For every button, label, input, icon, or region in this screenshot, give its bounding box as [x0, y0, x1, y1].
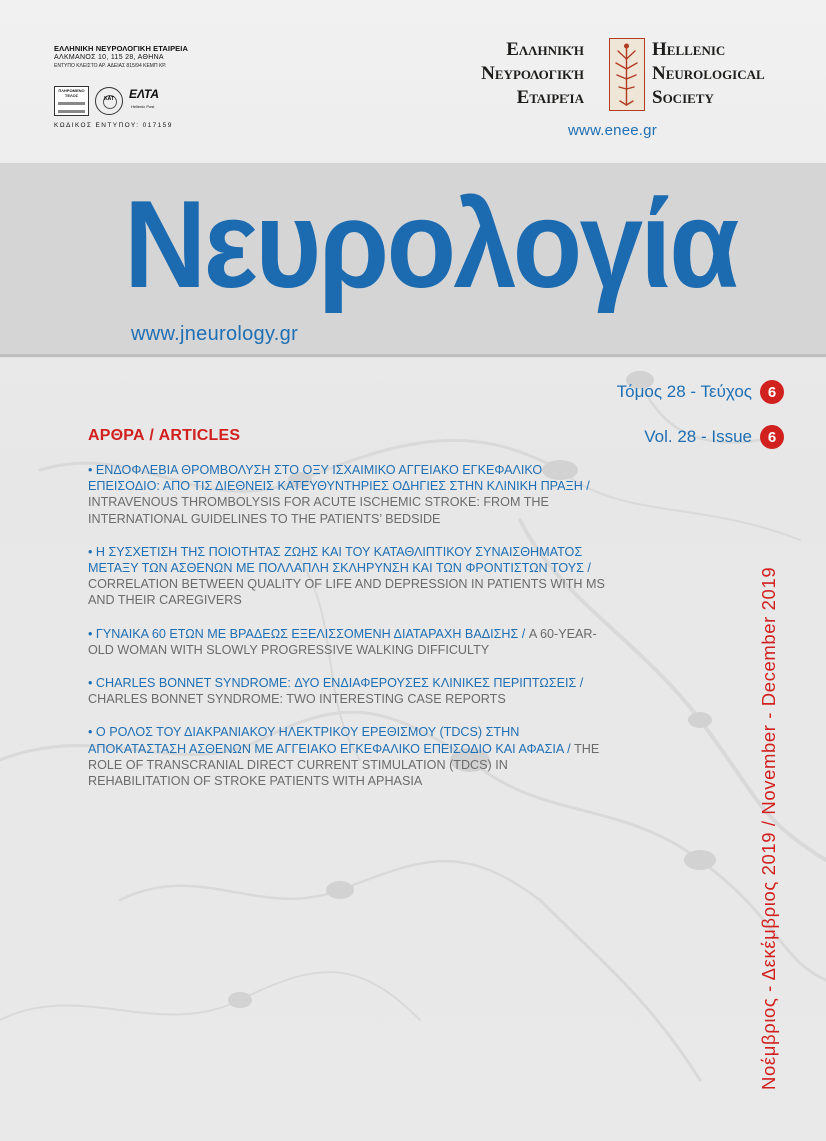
article-title-english: CHARLES BONNET SYNDROME: TWO INTERESTING CASE REPORTS	[88, 692, 506, 707]
postage-stamps	[54, 84, 244, 118]
paid-postage-stamp-icon	[54, 86, 89, 116]
elta-logo-icon	[129, 87, 175, 115]
issue-date-range: Νοέμβριος - Δεκέμβριος 2019 / November - December 2019	[758, 566, 779, 1090]
article-title-greek: • Η ΣΥΣΧΕΤΙΣΗ ΤΗΣ ΠΟΙΟΤΗΤΑΣ ΖΩΗΣ ΚΑΙ ΤΟΥ ΚΑΤΑΘΛΙΠΤΙΚΟΥ ΣΥΝΑΙΣΘΗΜΑΤΟΣ ΜΕΤΑΞΥ ΤΩΝ ΑΣΘΕΝΩΝ ΜΕ ΠΟΛΛΑΠΛΗ ΣΚΛΗΡΥΝΣΗ ΚΑΙ ΤΩΝ ΦΡΟΝΤΙΣΤΩΝ ΤΟΥΣ /	[88, 544, 591, 576]
article-title-english: INTRAVENOUS THROMBOLYSIS FOR ACUTE ISCHEMIC STROKE: FROM THE INTERNATIONAL GUIDELINES TO THE PATIENTS’ BEDSIDE	[88, 495, 549, 526]
society-logo	[476, 38, 806, 148]
articles-list	[88, 462, 608, 806]
issue-label-greek: Τόμος 28 - Τεύχος	[616, 382, 752, 401]
paid-postage-label: ΠΛΗΡΩΜΕΝΟ ΤΕΛΟΣ	[58, 88, 85, 98]
article-item	[88, 544, 608, 609]
society-name-greek-line: Νευρολογική	[481, 63, 584, 84]
publisher-block	[54, 44, 244, 129]
society-name-greek-line: Εταιρεία	[516, 87, 584, 108]
society-name-greek-line: Ελληνική	[506, 39, 584, 60]
publisher-permit: ΕΝΤΥΠΟ ΚΛΕΙΣΤΟ ΑΡ. ΑΔΕΙΑΣ 815/94 ΚΕΜΠ ΚΡ.	[54, 63, 167, 69]
elta-logo-text: ΕΛΤΑ	[129, 87, 160, 101]
society-url-link[interactable]: www.enee.gr	[568, 122, 657, 139]
issue-info-greek	[617, 380, 784, 404]
article-title-english: A 60-YEAR-OLD WOMAN WITH SLOWLY PROGRESSIVE WALKING DIFFICULTY	[88, 626, 597, 657]
article-item	[88, 626, 608, 658]
journal-title: Νευρολογία	[124, 176, 737, 314]
print-code: ΚΩΔΙΚΟΣ ΕΝΤΥΠΟΥ: 017159	[54, 122, 173, 129]
postal-seal-label: ΚΑΤ	[104, 96, 114, 102]
issue-number-badge: 6	[760, 380, 784, 404]
title-band-divider	[0, 354, 826, 357]
issue-number-badge: 6	[760, 425, 784, 449]
article-title-greek: • ΕΝΔΟΦΛΕΒΙΑ ΘΡΟΜΒΟΛΥΣΗ ΣΤΟ ΟΞΥ ΙΣΧΑΙΜΙΚΟ ΑΓΓΕΙΑΚΟ ΕΓΚΕΦΑΛΙΚΟ ΕΠΕΙΣΟΔΙΟ: ΑΠΟ ΤΙΣ ΔΙΕΘΝΕΙΣ ΚΑΤΕΥΘΥΝΤΗΡΙΕΣ ΟΔΗΓΙΕΣ ΣΤΗΝ ΚΛΙΝΙΚΗ ΠΡΑΞΗ /	[88, 463, 590, 494]
issue-info-english	[644, 425, 784, 449]
postal-seal-icon	[95, 87, 123, 115]
article-title-english: CORRELATION BETWEEN QUALITY OF LIFE AND DEPRESSION IN PATIENTS WITH MS AND THEIR CAREGIVERS	[88, 577, 605, 608]
society-name-greek	[481, 38, 584, 110]
article-item	[88, 462, 608, 527]
society-name-english-line: Hellenic	[652, 39, 726, 60]
article-item	[88, 724, 608, 789]
article-title-greek: • Ο ΡΟΛΟΣ ΤΟΥ ΔΙΑΚΡΑΝΙΑΚΟΥ ΗΛΕΚΤΡΙΚΟΥ ΕΡΕΘΙΣΜΟΥ (TDCS) ΣΤΗΝ ΑΠΟΚΑΤΑΣΤΑΣΗ ΑΣΘΕΝΩΝ ΜΕ ΑΓΓΕΙΑΚΟ ΕΓΚΕΦΑΛΙΚΟ ΕΠΕΙΣΟΔΙΟ ΚΑΙ ΑΦΑΣΙΑ /	[88, 725, 571, 756]
journal-url-link[interactable]: www.jneurology.gr	[131, 323, 299, 345]
issue-label-english: Vol. 28 - Issue	[644, 427, 752, 446]
publisher-name: ΕΛΛΗΝΙΚΗ ΝΕΥΡΟΛΟΓΙΚΗ ΕΤΑΙΡΕΙΑ	[54, 44, 188, 53]
society-name-english-line: Society	[652, 87, 714, 108]
publisher-address: ΑΛΚΜΑΝΟΣ 10, 115 28, ΑΘΗΝΑ	[54, 54, 164, 61]
article-item	[88, 675, 608, 707]
elta-logo-subtext: Hellenic Post	[131, 104, 155, 109]
plant-emblem-icon	[609, 38, 645, 111]
article-title-english: THE ROLE OF TRANSCRANIAL DIRECT CURRENT STIMULATION (TDCS) IN REHABILITATION OF STROKE PATIENTS WITH APHASIA	[88, 741, 600, 789]
society-name-english	[652, 38, 765, 110]
article-title-greek: • CHARLES BONNET SYNDROME: ΔΥΟ ΕΝΔΙΑΦΕΡΟΥΣΕΣ ΚΛΙΝΙΚΕΣ ΠΕΡΙΠΤΩΣΕΙΣ /	[88, 676, 584, 691]
society-name-english-line: Neurological	[652, 63, 765, 84]
article-title-greek: • ΓΥΝΑΙΚΑ 60 ΕΤΩΝ ΜΕ ΒΡΑΔΕΩΣ ΕΞΕΛΙΣΣΟΜΕΝΗ ΔΙΑΤΑΡΑΧΗ ΒΑΔΙΣΗΣ /	[88, 626, 526, 641]
articles-heading: ΑΡΘΡΑ / ARTICLES	[88, 427, 241, 444]
